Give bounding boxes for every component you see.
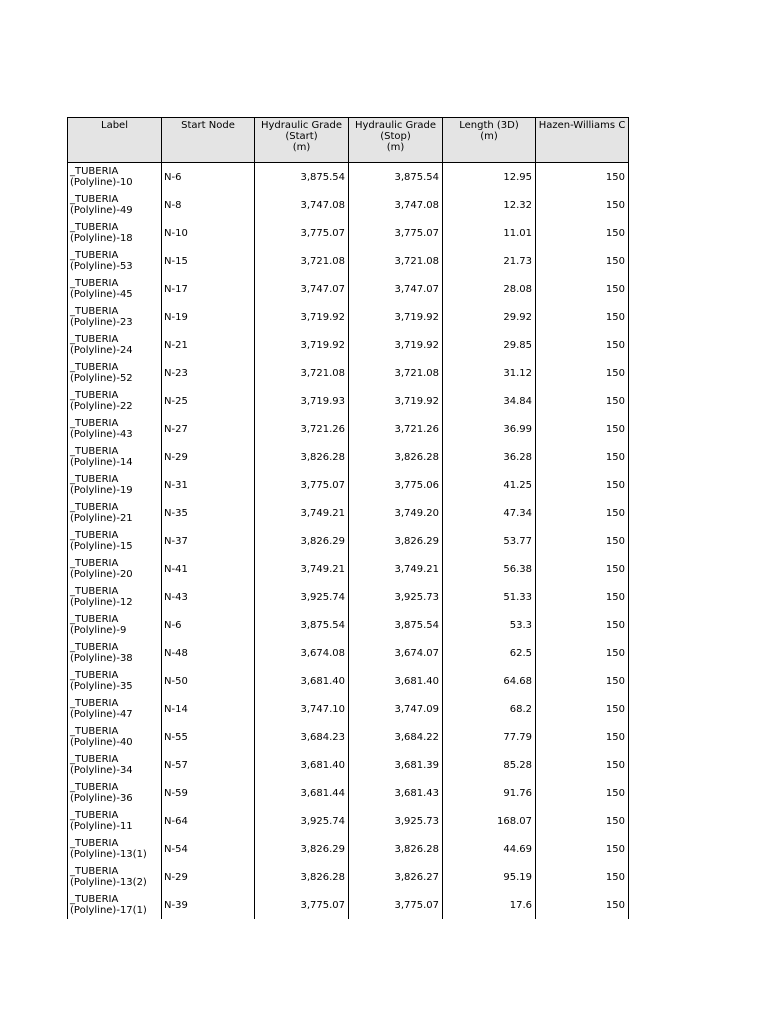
cell-hazen-williams-c: 150 — [536, 331, 629, 359]
cell-label: _TUBERIA (Polyline)-12 — [68, 583, 162, 611]
cell-start-node: N-59 — [162, 779, 255, 807]
cell-hydraulic-grade-start: 3,681.44 — [255, 779, 349, 807]
cell-start-node: N-6 — [162, 611, 255, 639]
cell-length: 53.3 — [443, 611, 536, 639]
cell-start-node: N-39 — [162, 891, 255, 919]
cell-hazen-williams-c: 150 — [536, 751, 629, 779]
cell-hazen-williams-c: 150 — [536, 611, 629, 639]
cell-label: _TUBERIA (Polyline)-47 — [68, 695, 162, 723]
cell-label: _TUBERIA (Polyline)-13(2) — [68, 863, 162, 891]
cell-label: _TUBERIA (Polyline)-15 — [68, 527, 162, 555]
cell-hydraulic-grade-start: 3,747.07 — [255, 275, 349, 303]
cell-hydraulic-grade-stop: 3,747.08 — [349, 191, 443, 219]
table-row — [68, 219, 629, 247]
cell-hydraulic-grade-stop: 3,875.54 — [349, 163, 443, 192]
cell-label: _TUBERIA (Polyline)-35 — [68, 667, 162, 695]
cell-start-node: N-29 — [162, 443, 255, 471]
table-row — [68, 303, 629, 331]
cell-length: 31.12 — [443, 359, 536, 387]
cell-hydraulic-grade-start: 3,775.07 — [255, 471, 349, 499]
cell-hydraulic-grade-stop: 3,775.07 — [349, 219, 443, 247]
cell-start-node: N-8 — [162, 191, 255, 219]
cell-start-node: N-10 — [162, 219, 255, 247]
cell-hydraulic-grade-stop: 3,749.21 — [349, 555, 443, 583]
cell-hydraulic-grade-start: 3,721.08 — [255, 247, 349, 275]
cell-hydraulic-grade-stop: 3,826.28 — [349, 443, 443, 471]
cell-length: 29.85 — [443, 331, 536, 359]
column-header-start-node: Start Node — [162, 118, 255, 163]
cell-hydraulic-grade-start: 3,681.40 — [255, 667, 349, 695]
table-row — [68, 807, 629, 835]
cell-length: 21.73 — [443, 247, 536, 275]
cell-start-node: N-23 — [162, 359, 255, 387]
cell-hydraulic-grade-stop: 3,721.08 — [349, 247, 443, 275]
cell-label: _TUBERIA (Polyline)-22 — [68, 387, 162, 415]
cell-hydraulic-grade-stop: 3,826.28 — [349, 835, 443, 863]
cell-start-node: N-21 — [162, 331, 255, 359]
table-row — [68, 191, 629, 219]
cell-hydraulic-grade-stop: 3,826.29 — [349, 527, 443, 555]
cell-length: 56.38 — [443, 555, 536, 583]
cell-length: 17.6 — [443, 891, 536, 919]
table-row — [68, 611, 629, 639]
cell-length: 53.77 — [443, 527, 536, 555]
column-header-hydraulic-grade-stop: Hydraulic Grade (Stop) (m) — [349, 118, 443, 163]
cell-hydraulic-grade-start: 3,826.29 — [255, 527, 349, 555]
table-row — [68, 499, 629, 527]
cell-length: 29.92 — [443, 303, 536, 331]
cell-hazen-williams-c: 150 — [536, 499, 629, 527]
cell-length: 64.68 — [443, 667, 536, 695]
cell-label: _TUBERIA (Polyline)-18 — [68, 219, 162, 247]
cell-hydraulic-grade-start: 3,775.07 — [255, 219, 349, 247]
cell-hydraulic-grade-stop: 3,749.20 — [349, 499, 443, 527]
cell-hydraulic-grade-start: 3,674.08 — [255, 639, 349, 667]
cell-label: _TUBERIA (Polyline)-53 — [68, 247, 162, 275]
cell-hydraulic-grade-stop: 3,684.22 — [349, 723, 443, 751]
cell-start-node: N-41 — [162, 555, 255, 583]
table-row — [68, 331, 629, 359]
cell-hazen-williams-c: 150 — [536, 891, 629, 919]
cell-length: 62.5 — [443, 639, 536, 667]
cell-start-node: N-64 — [162, 807, 255, 835]
table-row — [68, 863, 629, 891]
cell-start-node: N-35 — [162, 499, 255, 527]
cell-start-node: N-57 — [162, 751, 255, 779]
cell-hazen-williams-c: 150 — [536, 527, 629, 555]
cell-hazen-williams-c: 150 — [536, 219, 629, 247]
cell-length: 95.19 — [443, 863, 536, 891]
cell-label: _TUBERIA (Polyline)-21 — [68, 499, 162, 527]
table-row — [68, 583, 629, 611]
cell-start-node: N-17 — [162, 275, 255, 303]
cell-hazen-williams-c: 150 — [536, 443, 629, 471]
cell-hydraulic-grade-stop: 3,721.26 — [349, 415, 443, 443]
cell-length: 44.69 — [443, 835, 536, 863]
cell-hazen-williams-c: 150 — [536, 695, 629, 723]
table-row — [68, 891, 629, 919]
cell-hydraulic-grade-start: 3,826.29 — [255, 835, 349, 863]
cell-label: _TUBERIA (Polyline)-20 — [68, 555, 162, 583]
cell-hydraulic-grade-start: 3,684.23 — [255, 723, 349, 751]
cell-hydraulic-grade-stop: 3,719.92 — [349, 387, 443, 415]
cell-hazen-williams-c: 150 — [536, 247, 629, 275]
table-row — [68, 835, 629, 863]
cell-hazen-williams-c: 150 — [536, 415, 629, 443]
cell-hydraulic-grade-stop: 3,681.43 — [349, 779, 443, 807]
cell-hydraulic-grade-start: 3,719.92 — [255, 303, 349, 331]
cell-label: _TUBERIA (Polyline)-34 — [68, 751, 162, 779]
cell-start-node: N-19 — [162, 303, 255, 331]
cell-start-node: N-27 — [162, 415, 255, 443]
cell-start-node: N-6 — [162, 163, 255, 192]
cell-length: 91.76 — [443, 779, 536, 807]
cell-hazen-williams-c: 150 — [536, 779, 629, 807]
cell-hazen-williams-c: 150 — [536, 807, 629, 835]
cell-length: 36.28 — [443, 443, 536, 471]
cell-label: _TUBERIA (Polyline)-24 — [68, 331, 162, 359]
cell-label: _TUBERIA (Polyline)-19 — [68, 471, 162, 499]
cell-hazen-williams-c: 150 — [536, 667, 629, 695]
cell-start-node: N-31 — [162, 471, 255, 499]
cell-start-node: N-14 — [162, 695, 255, 723]
cell-hydraulic-grade-stop: 3,719.92 — [349, 303, 443, 331]
cell-hydraulic-grade-start: 3,875.54 — [255, 163, 349, 192]
cell-start-node: N-15 — [162, 247, 255, 275]
cell-start-node: N-25 — [162, 387, 255, 415]
cell-hydraulic-grade-start: 3,826.28 — [255, 443, 349, 471]
cell-length: 34.84 — [443, 387, 536, 415]
cell-length: 41.25 — [443, 471, 536, 499]
cell-hydraulic-grade-start: 3,747.10 — [255, 695, 349, 723]
table-row — [68, 639, 629, 667]
cell-hazen-williams-c: 150 — [536, 163, 629, 192]
table-row — [68, 723, 629, 751]
cell-hazen-williams-c: 150 — [536, 555, 629, 583]
cell-hydraulic-grade-start: 3,925.74 — [255, 583, 349, 611]
cell-hydraulic-grade-stop: 3,719.92 — [349, 331, 443, 359]
cell-hydraulic-grade-start: 3,719.93 — [255, 387, 349, 415]
cell-length: 36.99 — [443, 415, 536, 443]
cell-length: 12.32 — [443, 191, 536, 219]
table-row — [68, 415, 629, 443]
table-row — [68, 527, 629, 555]
cell-start-node: N-37 — [162, 527, 255, 555]
cell-hydraulic-grade-start: 3,775.07 — [255, 891, 349, 919]
cell-label: _TUBERIA (Polyline)-45 — [68, 275, 162, 303]
column-header-length: Length (3D) (m) — [443, 118, 536, 163]
cell-label: _TUBERIA (Polyline)-52 — [68, 359, 162, 387]
table-row — [68, 247, 629, 275]
table-row — [68, 555, 629, 583]
cell-label: _TUBERIA (Polyline)-14 — [68, 443, 162, 471]
cell-start-node: N-50 — [162, 667, 255, 695]
cell-hazen-williams-c: 150 — [536, 583, 629, 611]
cell-label: _TUBERIA (Polyline)-36 — [68, 779, 162, 807]
table-row — [68, 779, 629, 807]
cell-hydraulic-grade-stop: 3,826.27 — [349, 863, 443, 891]
cell-hydraulic-grade-start: 3,826.28 — [255, 863, 349, 891]
cell-hydraulic-grade-start: 3,875.54 — [255, 611, 349, 639]
table-row — [68, 667, 629, 695]
cell-label: _TUBERIA (Polyline)-10 — [68, 163, 162, 192]
header-row — [68, 118, 629, 163]
table-row — [68, 387, 629, 415]
cell-hydraulic-grade-stop: 3,925.73 — [349, 807, 443, 835]
cell-hazen-williams-c: 150 — [536, 359, 629, 387]
cell-hydraulic-grade-start: 3,681.40 — [255, 751, 349, 779]
cell-hydraulic-grade-stop: 3,775.06 — [349, 471, 443, 499]
table-row — [68, 695, 629, 723]
table-header — [68, 118, 629, 163]
cell-hazen-williams-c: 150 — [536, 723, 629, 751]
cell-length: 51.33 — [443, 583, 536, 611]
table-body — [68, 163, 629, 920]
cell-hydraulic-grade-stop: 3,747.09 — [349, 695, 443, 723]
cell-start-node: N-43 — [162, 583, 255, 611]
table-row — [68, 751, 629, 779]
cell-hydraulic-grade-start: 3,747.08 — [255, 191, 349, 219]
cell-hazen-williams-c: 150 — [536, 303, 629, 331]
cell-hydraulic-grade-stop: 3,925.73 — [349, 583, 443, 611]
table-row — [68, 471, 629, 499]
cell-label: _TUBERIA (Polyline)-40 — [68, 723, 162, 751]
cell-hazen-williams-c: 150 — [536, 471, 629, 499]
cell-start-node: N-54 — [162, 835, 255, 863]
cell-hydraulic-grade-start: 3,749.21 — [255, 555, 349, 583]
cell-start-node: N-48 — [162, 639, 255, 667]
cell-hydraulic-grade-start: 3,721.26 — [255, 415, 349, 443]
cell-label: _TUBERIA (Polyline)-49 — [68, 191, 162, 219]
cell-hazen-williams-c: 150 — [536, 275, 629, 303]
cell-hydraulic-grade-stop: 3,681.40 — [349, 667, 443, 695]
cell-hydraulic-grade-start: 3,925.74 — [255, 807, 349, 835]
cell-hazen-williams-c: 150 — [536, 835, 629, 863]
cell-length: 168.07 — [443, 807, 536, 835]
table-row — [68, 443, 629, 471]
cell-length: 85.28 — [443, 751, 536, 779]
cell-hazen-williams-c: 150 — [536, 387, 629, 415]
cell-label: _TUBERIA (Polyline)-11 — [68, 807, 162, 835]
cell-hydraulic-grade-stop: 3,681.39 — [349, 751, 443, 779]
cell-label: _TUBERIA (Polyline)-43 — [68, 415, 162, 443]
cell-hydraulic-grade-stop: 3,747.07 — [349, 275, 443, 303]
cell-label: _TUBERIA (Polyline)-9 — [68, 611, 162, 639]
cell-start-node: N-55 — [162, 723, 255, 751]
cell-length: 47.34 — [443, 499, 536, 527]
column-header-hydraulic-grade-start: Hydraulic Grade (Start) (m) — [255, 118, 349, 163]
cell-label: _TUBERIA (Polyline)-38 — [68, 639, 162, 667]
cell-hydraulic-grade-start: 3,749.21 — [255, 499, 349, 527]
cell-label: _TUBERIA (Polyline)-17(1) — [68, 891, 162, 919]
cell-length: 12.95 — [443, 163, 536, 192]
table-row — [68, 163, 629, 192]
table-row — [68, 359, 629, 387]
cell-hazen-williams-c: 150 — [536, 639, 629, 667]
column-header-hazen-williams-c: Hazen-Williams C — [536, 118, 629, 163]
cell-hydraulic-grade-start: 3,721.08 — [255, 359, 349, 387]
cell-hydraulic-grade-start: 3,719.92 — [255, 331, 349, 359]
cell-hydraulic-grade-stop: 3,775.07 — [349, 891, 443, 919]
cell-length: 28.08 — [443, 275, 536, 303]
cell-length: 68.2 — [443, 695, 536, 723]
cell-hydraulic-grade-stop: 3,721.08 — [349, 359, 443, 387]
cell-start-node: N-29 — [162, 863, 255, 891]
cell-hydraulic-grade-stop: 3,875.54 — [349, 611, 443, 639]
pipe-report-table — [67, 117, 629, 919]
column-header-label: Label — [68, 118, 162, 163]
table-row — [68, 275, 629, 303]
cell-label: _TUBERIA (Polyline)-13(1) — [68, 835, 162, 863]
cell-label: _TUBERIA (Polyline)-23 — [68, 303, 162, 331]
cell-hazen-williams-c: 150 — [536, 191, 629, 219]
cell-hydraulic-grade-stop: 3,674.07 — [349, 639, 443, 667]
cell-length: 77.79 — [443, 723, 536, 751]
cell-length: 11.01 — [443, 219, 536, 247]
cell-hazen-williams-c: 150 — [536, 863, 629, 891]
